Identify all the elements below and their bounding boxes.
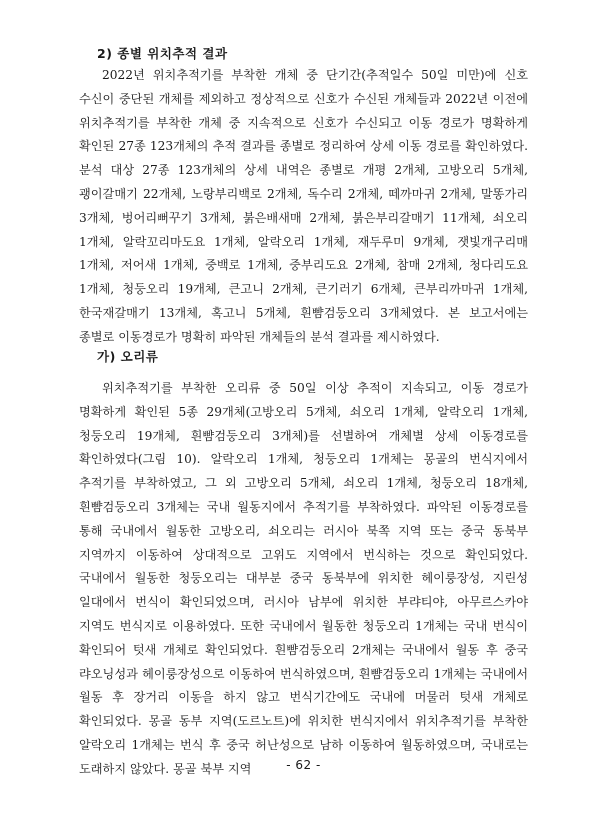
body-paragraph-ducks: 위치추적기를 부착한 오리류 중 50일 이상 추적이 지속되고, 이동 경로가 명확하게 확인된 5종 29개체(고방오리 5개체, 쇠오리 1개체, 알락오리 1개체, 청둥오리 19개체, 흰뺨검둥오리 3개체)를 선별하여 개체별 상세 이동경로를 확인하였다(그림 10). 알락오리 1개체, 청둥오리 1개체는 몽골의 번식지에서 추적기를 부착하였고, 그 외 고방오리 5개체, 쇠오리 1개체, 청둥오리 18개체, 흰뺨검둥오리 3개체는 국내 월동지에서 추적기를 부착하였다. 파악된 이동경로를 통해 국내에서 월동한 고방오리, 쇠오리는 러시아 북쪽 지역 또는 중국 동북부 지역까지 이동하여 상대적으로 고위도 지역에서 번식하는 것으로 확인되었다. 국내에서 월동한 청둥오리는 대부분 중국 동북부에 위치한 헤이룽장성, 지린성 일대에서 번식이 확인되었으며, 러시아 남부에 위치한 부랴티야, 아무르스카야 지역도 번식지로 이용하였다. 또한 국내에서 월동한 청둥오리 1개체는 국내 번식이 확인되어 텃새 개체로 확인되었다. 흰뺨검둥오리 2개체는 국내에서 월동 후 중국 랴오닝성과 헤이룽장성으로 이동하여 번식하였으며, 흰뺨검둥오리 1개체는 국내에서 월동 후 장거리 이동을 하지 않고 번식기간에도 국내에 머물러 텃새 개체로 확인되었다. 몽골 동부 지역(도르노트)에 위치한 번식지에서 위치추적기를 부착한 알락오리 1개체는 번식 후 중국 허난성으로 남하 이동하여 월동하였으며, 국내로는 도래하지 않았다. 몽골 북부 지역 <box>79 381 528 776</box>
body-paragraph-species-summary: 2022년 위치추적기를 부착한 개체 중 단기간(추적일수 50일 미만)에 신호 수신이 중단된 개체를 제외하고 정상적으로 신호가 수신된 개체들과 2022년 이전에 위치추적기를 부착한 개체 중 지속적으로 신호가 수신되고 이동 경로가 명확하게 확인된 27종 123개체의 추적 결과를 종별로 정리하여 상세 이동 경로를 확인하였다. 분석 대상 27종 123개체의 상세 내역은 종별로 개평 2개체, 고방오리 5개체, 괭이갈매기 22개체, 노랑부리백로 2개체, 독수리 2개체, 떼까마귀 2개체, 말똥가리 3개체, 벙어리뻐꾸기 3개체, 붉은배새매 2개체, 붉은부리갈매기 11개체, 쇠오리 1개체, 알락꼬리마도요 1개체, 알락오리 1개체, 재두루미 9개체, 잿빛개구리매 1개체, 저어새 1개체, 중백로 1개체, 중부리도요 2개체, 참매 2개체, 청다리도요 1개체, 청둥오리 19개체, 큰고니 2개체, 큰기러기 6개체, 큰부리까마귀 1개체, 한국재갈매기 13개체, 혹고니 5개체, 흰뺨검둥오리 3개체였다. 본 보고서에는 종별로 이동경로가 명확히 파악된 개체들의 분석 결과를 제시하였다. <box>79 68 528 344</box>
page-number: - 62 - <box>286 758 321 772</box>
section-heading-species-tracking-results: 2) 종별 위치추적 결과 <box>97 46 228 61</box>
document-page <box>79 0 528 830</box>
section-heading-ducks: 가) 오리류 <box>97 349 159 364</box>
